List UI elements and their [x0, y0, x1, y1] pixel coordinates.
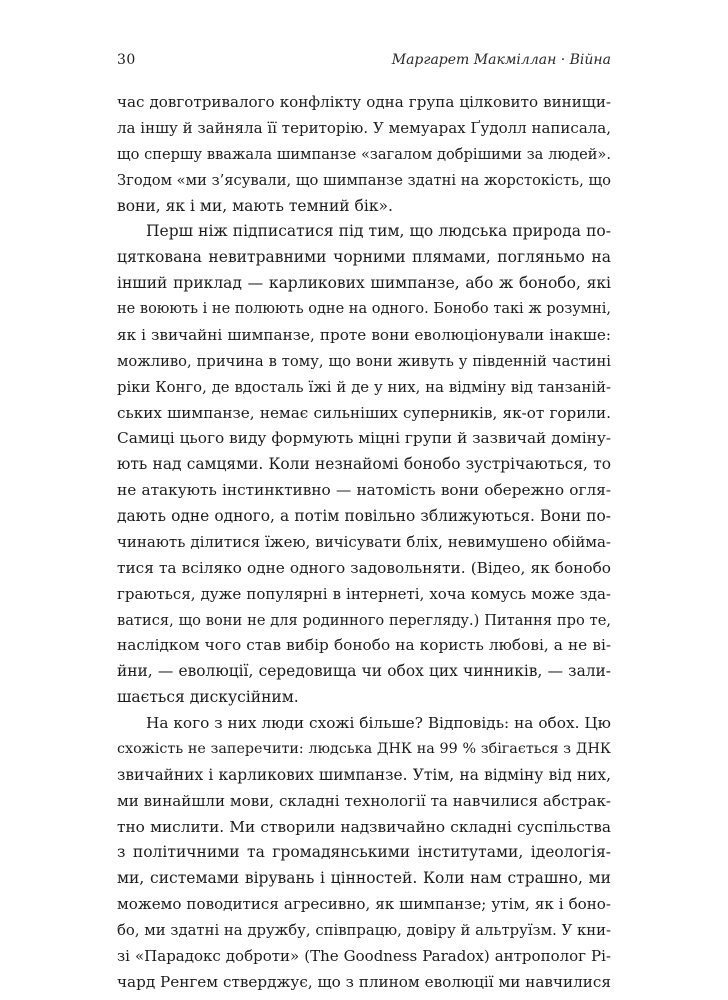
- text-line: наслідком чого став вибір бонобо на користь любові, а не ві-: [117, 636, 611, 655]
- text-line: схожість не заперечити: людська ДНК на 99 % збігається з ДНК: [117, 740, 611, 757]
- text-line: ських шимпанзе, немає сильніших суперників, як-от горили.: [117, 403, 611, 422]
- text-line: не воюють і не полюють одне на одного. Бонобо такі ж розумні,: [117, 301, 611, 317]
- text-line: з політичними та громадянськими інститутами, ідеологія-: [117, 843, 611, 862]
- text-line: вони, як і ми, мають темний бік».: [117, 196, 393, 215]
- text-line: тно мислити. Ми створили надзвичайно складні суспільства: [117, 817, 611, 836]
- text-line: йни, — еволюції, середовища чи обох цих чинників, — зали-: [117, 662, 611, 681]
- text-line: ми винайшли мови, складні технології та навчилися абстрак-: [117, 791, 611, 810]
- text-line: інший приклад — карликових шимпанзе, або ж бонобо, які: [117, 274, 611, 293]
- text-line: ють над самцями. Коли незнайомі бонобо зустрічаються, то: [117, 455, 611, 474]
- text-line: дають одне одного, а потім повільно зближуються. Вони по-: [117, 507, 611, 525]
- text-line: ми, системами вірувань і цінностей. Коли нам страшно, ми: [117, 869, 611, 888]
- text-line: можемо поводитися агресивно, як шимпанзе; утім, як і боно-: [117, 895, 611, 914]
- text-line: цяткована невитравними чорними плямами, погляньмо на: [117, 248, 611, 267]
- running-title: Маргарет Макміллан · Війна: [391, 52, 611, 68]
- text-line: чард Ренгем стверджує, що з плином еволюції ми навчилися: [117, 972, 611, 991]
- text-line: можливо, причина в тому, що вони живуть у південній частині: [117, 352, 611, 370]
- text-line: як і звичайні шимпанзе, проте вони еволюціонували інакше:: [117, 325, 611, 344]
- text-line: Згодом «ми з’ясували, що шимпанзе здатні на жорстокість, що: [117, 171, 611, 189]
- text-line: Самиці цього виду формують міцні групи й зазвичай доміну-: [117, 429, 611, 448]
- body-text: [117, 90, 611, 996]
- running-header: [117, 52, 611, 74]
- text-line: що спершу вважала шимпанзе «загалом добрішими за людей».: [117, 145, 611, 163]
- text-line: звичайних і карликових шимпанзе. Утім, на відміну від них,: [117, 765, 611, 784]
- text-line: шається дискусійним.: [117, 688, 299, 707]
- text-line: Перш ніж підписатися під тим, що людська природа по-: [146, 222, 611, 241]
- text-line: ріки Конго, де вдосталь їжі й де у них, на відміну від танзаній-: [117, 378, 611, 396]
- page-number: 30: [117, 52, 136, 68]
- text-line: граються, дуже популярні в інтернеті, хоча комусь може зда-: [117, 584, 611, 603]
- text-line: зі «Парадокс доброти» (The Goodness Paradox) антрополог Рі-: [117, 946, 611, 965]
- text-line: тися та всіляко одне одного задовольняти. (Відео, як бонобо: [117, 558, 611, 577]
- text-line: чинають ділитися їжею, вичісувати бліх, невимушено обійма-: [117, 532, 611, 551]
- text-line: не атакують інстинктивно — натомість вони обережно огля-: [117, 481, 611, 500]
- text-line: бо, ми здатні на дружбу, співпрацю, довіру й альтруїзм. У кни-: [117, 922, 611, 939]
- text-line: час довготривалого конфлікту одна група цілковито винищи-: [117, 93, 611, 111]
- text-line: На кого з них люди схожі більше? Відповідь: на обох. Цю: [146, 714, 611, 732]
- text-line: ла іншу й зайняла її територію. У мемуарах Ґудолл написала,: [117, 118, 611, 137]
- text-line: ватися, що вони не для родинного перегляду.) Питання про те,: [117, 611, 611, 629]
